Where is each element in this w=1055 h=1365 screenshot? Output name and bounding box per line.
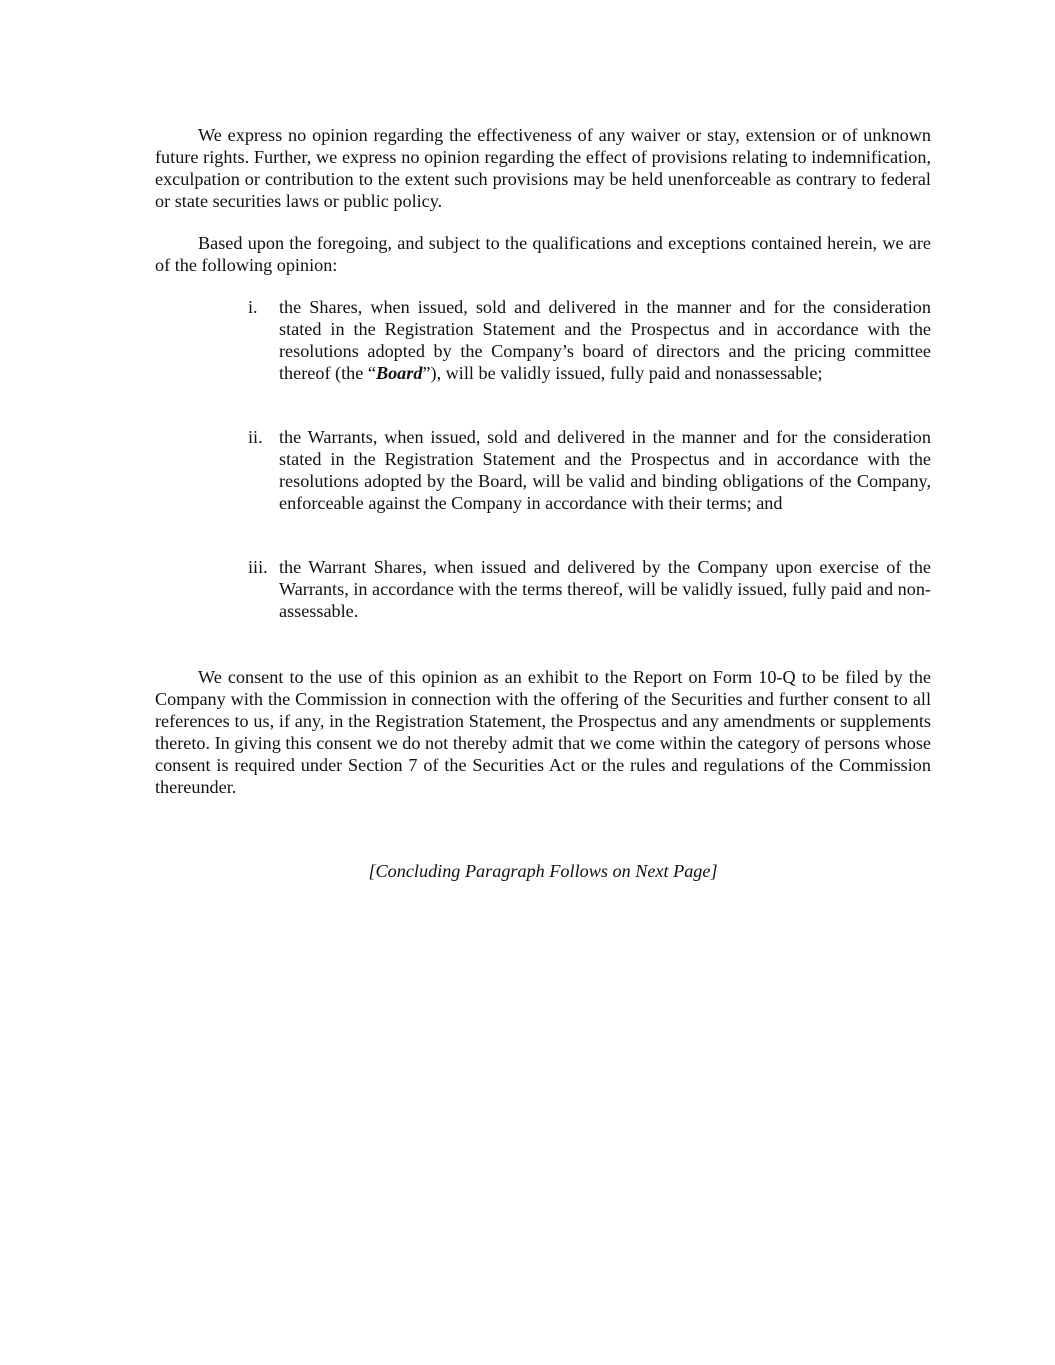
opinion-number: iii. [248, 557, 268, 577]
concluding-note: [Concluding Paragraph Follows on Next Page] [368, 861, 718, 881]
opinion-list [155, 296, 931, 622]
paragraph-no-opinion-waiver: We express no opinion regarding the effectiveness of any waiver or stay, extension or of unknown future rights. Further, we express no opinion regarding the effect of provisions relating to indemnification, exculpation or contribution to the extent such provisions may be held unenforceable as contrary to federal or state securities laws or public policy. [155, 125, 931, 211]
opinion-number: i. [248, 297, 258, 317]
paragraph-consent: We consent to the use of this opinion as an exhibit to the Report on Form 10-Q to be filed by the Company with the Commission in connection with the offering of the Securities and further consent to all references to us, if any, in the Registration Statement, the Prospectus and any amendments or supplements thereto. In giving this consent we do not thereby admit that we come within the category of persons whose consent is required under Section 7 of the Securities Act or the rules and regulations of the Commission thereunder. [155, 667, 931, 797]
opinion-item-warrants [155, 426, 931, 514]
opinion-text: the Warrants, when issued, sold and delivered in the manner and for the consideration stated in the Registration Statement and the Prospectus and in accordance with the resolutions adopted by the Board, will be valid and binding obligations of the Company, enforceable against the Company in accordance with their terms; and [279, 427, 931, 513]
opinion-item-shares [155, 296, 931, 384]
opinion-item-warrant-shares [155, 556, 931, 622]
defined-term-board: Board [375, 363, 423, 383]
paragraph-based-upon-foregoing: Based upon the foregoing, and subject to the qualifications and exceptions contained herein, we are of the following opinion: [155, 233, 931, 275]
opinion-text [279, 296, 931, 384]
opinion-text-after: ”), will be validly issued, fully paid and nonassessable; [422, 363, 823, 383]
document-page [155, 124, 931, 882]
opinion-number: ii. [248, 427, 263, 447]
opinion-text-before: the Shares, when issued, sold and delivered in the manner and for the consideration stated in the Registration Statement and the Prospectus and in accordance with the resolutions adopted by the Company’s board of directors and the pricing committee thereof (the “ [279, 297, 931, 383]
opinion-text: the Warrant Shares, when issued and delivered by the Company upon exercise of the Warrants, in accordance with the terms thereof, will be validly issued, fully paid and non-assessable. [279, 557, 931, 621]
